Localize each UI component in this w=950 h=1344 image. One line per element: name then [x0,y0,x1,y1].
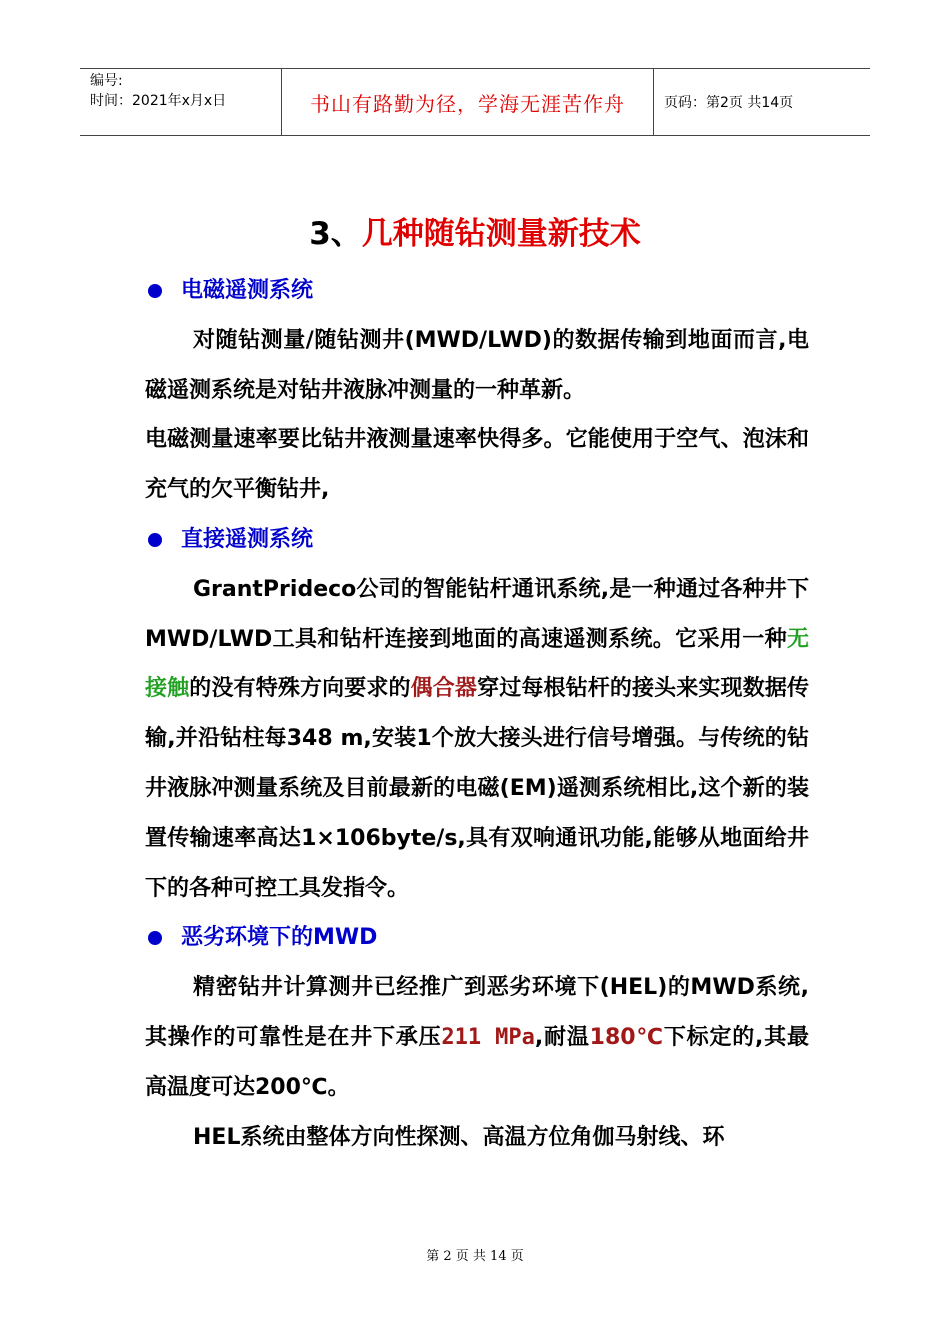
time-label: 时间：2021年x月x日 [90,93,227,109]
paragraph: HEL系统由整体方向性探测、高温方位角伽马射线、环 [193,1124,725,1150]
section-heading-text: 恶劣环境下的MWD [181,925,378,951]
paragraph: 对随钻测量/随钻测井(MWD/LWD)的数据传输到地面而言,电磁遥测系统是对钻井液脉冲测量的一种革新。 [145,327,809,403]
highlight-green: 无接触 [145,626,809,702]
bullet-icon [148,931,162,945]
header-motto: 书山有路勤为径，学海无涯苦作舟 [282,69,654,135]
bullet-icon [148,284,162,298]
highlight-temperature: 180℃ [589,1024,664,1050]
text-run: ,耐温 [534,1024,590,1050]
section-heading-text: 直接遥测系统 [181,526,314,552]
section-heading-direct-telemetry [148,515,809,565]
paragraph: 电磁测量速率要比钻井液测量速率快得多。它能使用于空气、泡沫和充气的欠平衡钻井, [145,427,809,503]
title-text: 几种随钻测量新技术 [361,216,641,252]
paragraph [145,963,809,1112]
page-footer: 第 2 页 共 14 页 [426,1249,524,1264]
document-body [145,266,809,1162]
section-heading-text: 电磁遥测系统 [181,278,314,303]
number-label: 编号: [90,73,123,89]
text-run: 穿过每根钻杆的接头来实现数据传输,并沿钻柱每348 m,安装1个放大接头进行信号增强。与传统的钻井液脉冲测量系统及目前最新的电磁(EM)遥测系统相比,这个新的装置传输速率高达1×106byte/s,具有双响通讯功能,能够从地面给井下的各种可控工具发指令。 [145,676,809,901]
highlight-brown: 偶合器 [410,676,478,702]
paragraph [145,565,809,914]
text-run: 下标定的,其最高温度可达200℃。 [145,1024,809,1100]
highlight-pressure: 211 MPa [441,1024,535,1050]
header-page-info: 页码：第2页 共14页 [664,95,794,111]
text-run: 精密钻井计算测井已经推广到恶劣环境下(HEL)的MWD系统,其操作的可靠性是在井下承压 [145,975,809,1050]
header-left-cell [80,69,282,135]
text-run: GrantPrideco公司的智能钻杆通讯系统,是一种通过各种井下MWD/LWD工具和钻杆连接到地面的高速遥测系统。它采用一种 [145,576,809,652]
section-heading-harsh-mwd [148,913,809,963]
section-heading-em-telemetry [148,266,809,316]
title-number: 3、 [309,216,362,252]
text-run: 的没有特殊方向要求的 [189,676,411,702]
bullet-icon [148,533,162,547]
document-title [0,212,950,256]
header-table [80,68,870,136]
